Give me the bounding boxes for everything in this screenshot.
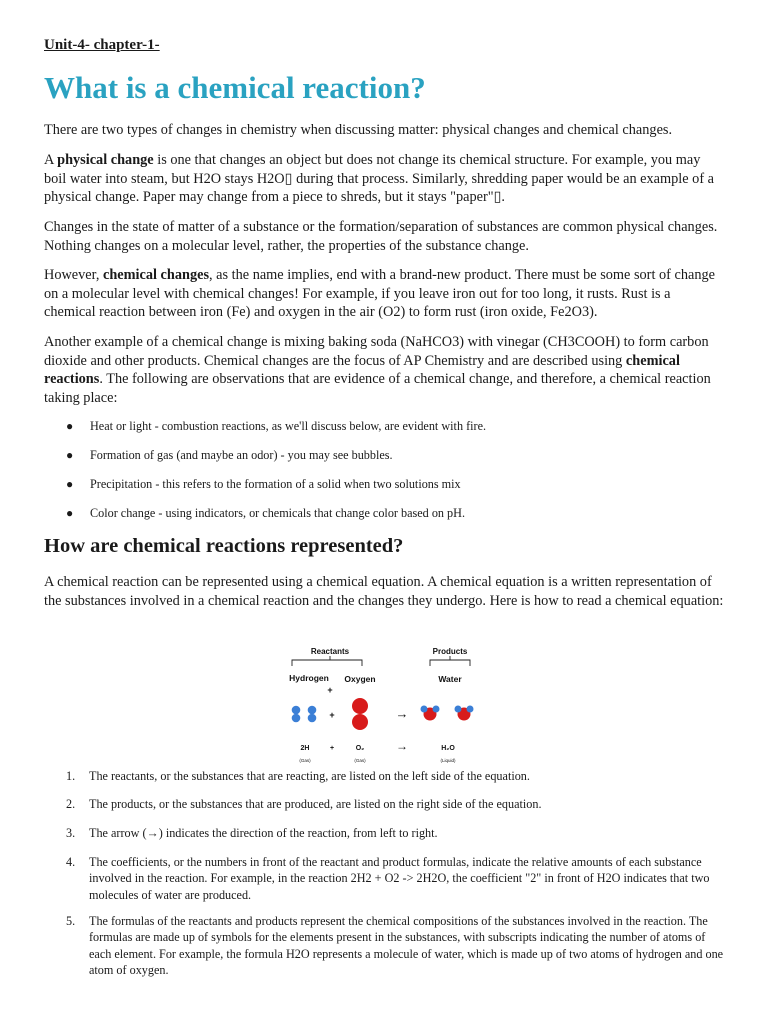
chemical-equation-diagram (282, 636, 494, 770)
physical-change-term: physical change (57, 152, 154, 168)
page-title: What is a chemical reaction? (44, 70, 426, 105)
unit-label: Unit-4- chapter-1- (44, 37, 160, 53)
bullet-icon: ● (66, 419, 74, 433)
hydrogen-molecule-icon (292, 706, 317, 723)
oxygen-molecule-icon (352, 698, 368, 730)
intro-paragraph: There are two types of changes in chemistry when discussing matter: physical changes and chemical changes. (44, 122, 673, 138)
products-bracket (430, 656, 470, 666)
formula-hydrogen: 2H (300, 745, 310, 752)
formula-oxygen: O₂ (355, 745, 365, 752)
state-oxygen: (Gas) (354, 758, 366, 763)
physical-change-paragraph (44, 151, 724, 207)
state-hydrogen: (Gas) (299, 758, 311, 763)
reactants-bracket (292, 656, 362, 666)
bullet-icon: ● (66, 448, 74, 462)
label-plus: + (327, 685, 333, 695)
hydrogen-label: Hydrogen (289, 673, 329, 683)
section-heading: How are chemical reactions represented? (44, 535, 404, 557)
another-lead: Another example of a chemical change is mixing baking soda (NaHCO3) with vinegar (CH3COOH) to form carbon dioxide and other products. Chemical changes are the focus of AP Chemistry and are described using (44, 334, 709, 369)
molecule-arrow-icon: → (395, 706, 409, 721)
oxygen-label: Oxygen (344, 674, 376, 684)
bullet-icon: ● (66, 477, 74, 491)
chemical-rest: , as the name implies, end with a brand-new product. There must be some sort of change on a molecular level with chemical changes! For example, if you leave iron out for too long, it rusts. Rust is a chemical reaction between iron (Fe) and oxygen in the air (O2) to form rust (iron oxide, Fe2O3). (44, 267, 715, 320)
water-label: Water (438, 674, 462, 684)
state-change-paragraph: Changes in the state of matter of a substance or the formation/separation of substances are common physical changes. Nothing changes on a molecular level, rather, the properties of the substance change. (44, 219, 718, 254)
physical-rest: is one that changes an object but does not change its chemical structure. For example, you may boil water into steam, but H2O stays H2O▯ during that process. Similarly, shredding paper would be an example of a physical change. Paper may change from a piece to shreds, but it stays "paper"▯. (44, 152, 715, 205)
molecule-plus: + (329, 710, 335, 720)
products-label: Products (432, 647, 468, 656)
state-water: (Liquid) (440, 758, 456, 763)
document-page: Unit-4- chapter-1- What is a chemical reaction? There are two types of changes in chemistry when discussing matter: physical changes and chemical changes. A physical change is one that changes an object but does not change its chemical structure. For example, you may boil water into steam, but H2O stays H2O▯ during that process. Similarly, shredding paper would be an example of a physical change. Paper may change from a piece to shreds, but it stays "paper"▯. Changes in the state of matter of a substance or the formation/separation of substances are common physical changes. Nothing changes on a molecular level, rather, the properties of the substance change. However, chemical changes, as the name implies, end with a brand-new product. There must be some sort of change on a molecular level with chemical changes! For example, if you leave iron out for too long, it rusts. Rust is a chemical reaction between iron (Fe) and oxygen in the air (O2) to form rust (iron oxide, Fe2O3). Another example of a chemical change is mixing baking soda (NaHCO3) with vinegar (CH3COOH) to form carbon dioxide and other products. Chemical changes are the focus of AP Chemistry and are described using chemical reactions. The following are observations that are evidence of a chemical change, and therefore, a chemical reaction taking place: ● Heat or light - combustion reactions, as we'll discuss below, are evident with fire. ● Formation of gas (and maybe an odor) - you may see bubbles. ● Precipitation - this refers to the formation of a solid when two solutions mix ● Color change - using indicators, or chemicals that change color based on pH. How are chemical reactions represented? A chemical reaction can be represented using a chemical equation. A chemical equation is a written representation of the substances involved in a chemical reaction and the changes they undergo. Here is how to read a chemical equation: Reactants Products Hydrogen Oxygen + Water + → 2H + O₂ → H₂O (Gas) (Gas) (Liquid) 1. The reactants, or the substances that are reacting, are listed on the left side of the equation. 2. The products, or the substances that are produced, are listed on the right side of the equation. 3. The arrow (→) indicates the direction of the reaction, from left to right. 4. The coefficients, or the numbers in front of the reactant and product formulas, indicate the relative amounts of each substance involved in the reaction. For example, in the reaction 2H2 + O2 -> 2H2O, the coefficient "2" in front of H2O indicates that two molecules of water are produced. 5. The formulas of the reactants and products represent the chemical compositions of the substances involved in the reaction. The formulas are made up of symbols for the elements present in the substances, with subscripts indicating the number of atoms of each element. For example, the formula H2O represents a molecule of water, which is made up of two atoms of hydrogen and one atom of oxygen. (44, 37, 724, 977)
formula-arrow-icon: → (396, 739, 408, 753)
chemical-change-paragraph (44, 266, 724, 322)
water-molecule-icon (421, 706, 474, 721)
another-rest: . The following are observations that are evidence of a chemical change, and therefore, a chemical reaction taking place: (44, 371, 711, 406)
another-example-paragraph (44, 333, 724, 407)
chemical-reactions-term: chemical reactions (44, 352, 680, 387)
reactants-label: Reactants (310, 647, 350, 656)
chemical-change-term: chemical changes (102, 267, 210, 283)
chemical-lead: However, (44, 267, 103, 283)
bullet-icon: ● (66, 506, 74, 520)
formula-plus: + (329, 745, 335, 752)
equation-intro-paragraph: A chemical reaction can be represented using a chemical equation. A chemical equation is a written representation of the substances involved in a chemical reaction and the changes they undergo. Here is how to read a chemical equation: (44, 574, 724, 609)
physical-lead: A (44, 152, 58, 168)
formula-water: H₂O (441, 745, 455, 752)
